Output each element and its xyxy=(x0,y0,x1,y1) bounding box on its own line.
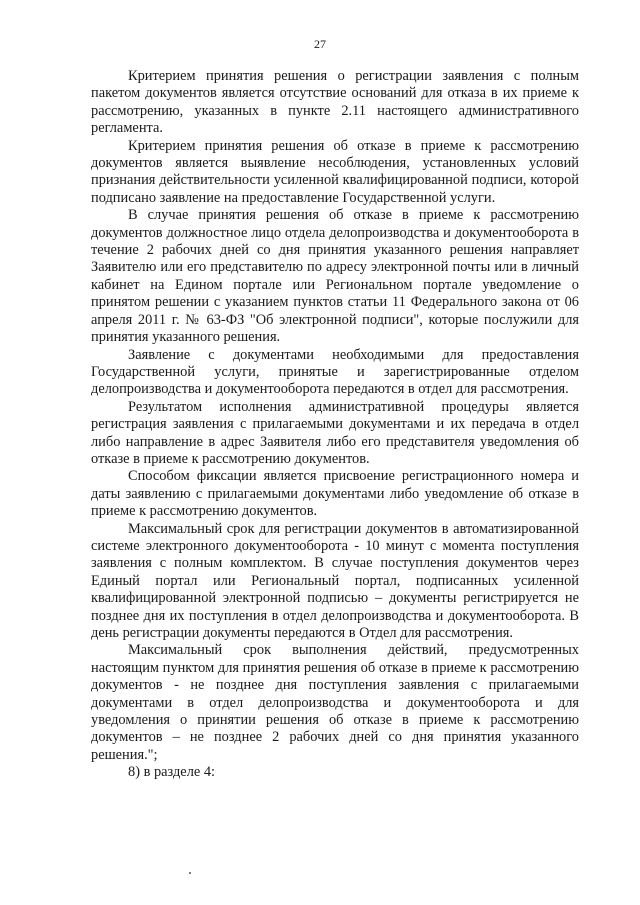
document-body xyxy=(91,68,579,782)
paragraph-fixation-method: Способом фиксации является присвоение регистрационного номера и даты заявлению с прилагаемыми документами либо уведомление об отказе в приеме к рассмотрению документов. xyxy=(91,468,579,520)
paragraph-procedure-result: Результатом исполнения административной процедуры является регистрация заявления с прилагаемыми документами и их передача в отдел либо направление в адрес Заявителя либо его представителя уведомления об отказе в приеме к рассмотрению документов. xyxy=(91,398,579,467)
paragraph-registration-deadline: Максимальный срок для регистрации документов в автоматизированной системе электронного документооборота - 10 минут с момента поступления заявления с полным комплектом. В случае поступления документов через Единый портал или Региональный портал, подписанных усиленной квалифицированной электронной подписью – документы регистрируется не позднее дня их поступления в отдел делопроизводства и документооборота. В день регистрации документы передаются в Отдел для рассмотрения. xyxy=(91,520,579,641)
paragraph-transfer-to-department: Заявление с документами необходимыми для предоставления Государственной услуги, принятые и зарегистрированные отделом делопроизводства и документооборота передаются в отдел для рассмотрения. xyxy=(91,346,579,398)
paragraph-registration-criterion: Критерием принятия решения о регистрации заявления с полным пакетом документов является отсутствие оснований для отказа в их приеме к рассмотрению, указанных в пункте 2.11 настоящего административного регламента. xyxy=(91,68,579,137)
paragraph-refusal-notification: В случае принятия решения об отказе в приеме к рассмотрению документов должностное лицо отдела делопроизводства и документооборота в течение 2 рабочих дней со дня принятия указанного решения направляет Заявителю или его представителю по адресу электронной почты или в личный кабинет на Едином портале или Региональном портале уведомление о принятом решении с указанием пунктов статьи 11 Федерального закона от 06 апреля 2011 г. № 63-ФЗ "Об электронной подписи", которые послужили для принятия указанного решения. xyxy=(91,207,579,346)
scan-speck xyxy=(189,872,191,874)
page-number: 27 xyxy=(314,37,326,51)
paragraph-section-4-heading: 8) в разделе 4: xyxy=(128,764,216,781)
paragraph-action-deadline: Максимальный срок выполнения действий, предусмотренных настоящим пунктом для принятия решения об отказе в приеме к рассмотрению документов - не позднее дня поступления заявления с прилагаемыми документами в отдел делопроизводства и документооборота и для уведомления о принятии решения об отказе в приеме к рассмотрению документов – не позднее 2 рабочих дней со дня принятия указанного решения."; xyxy=(91,642,579,763)
paragraph-refusal-criterion: Критерием принятия решения об отказе в приеме к рассмотрению документов является выявление несоблюдения, установленных условий признания действительности усиленной квалифицированной подписи, которой подписано заявление на предоставление Государственной услуги. xyxy=(91,137,579,206)
